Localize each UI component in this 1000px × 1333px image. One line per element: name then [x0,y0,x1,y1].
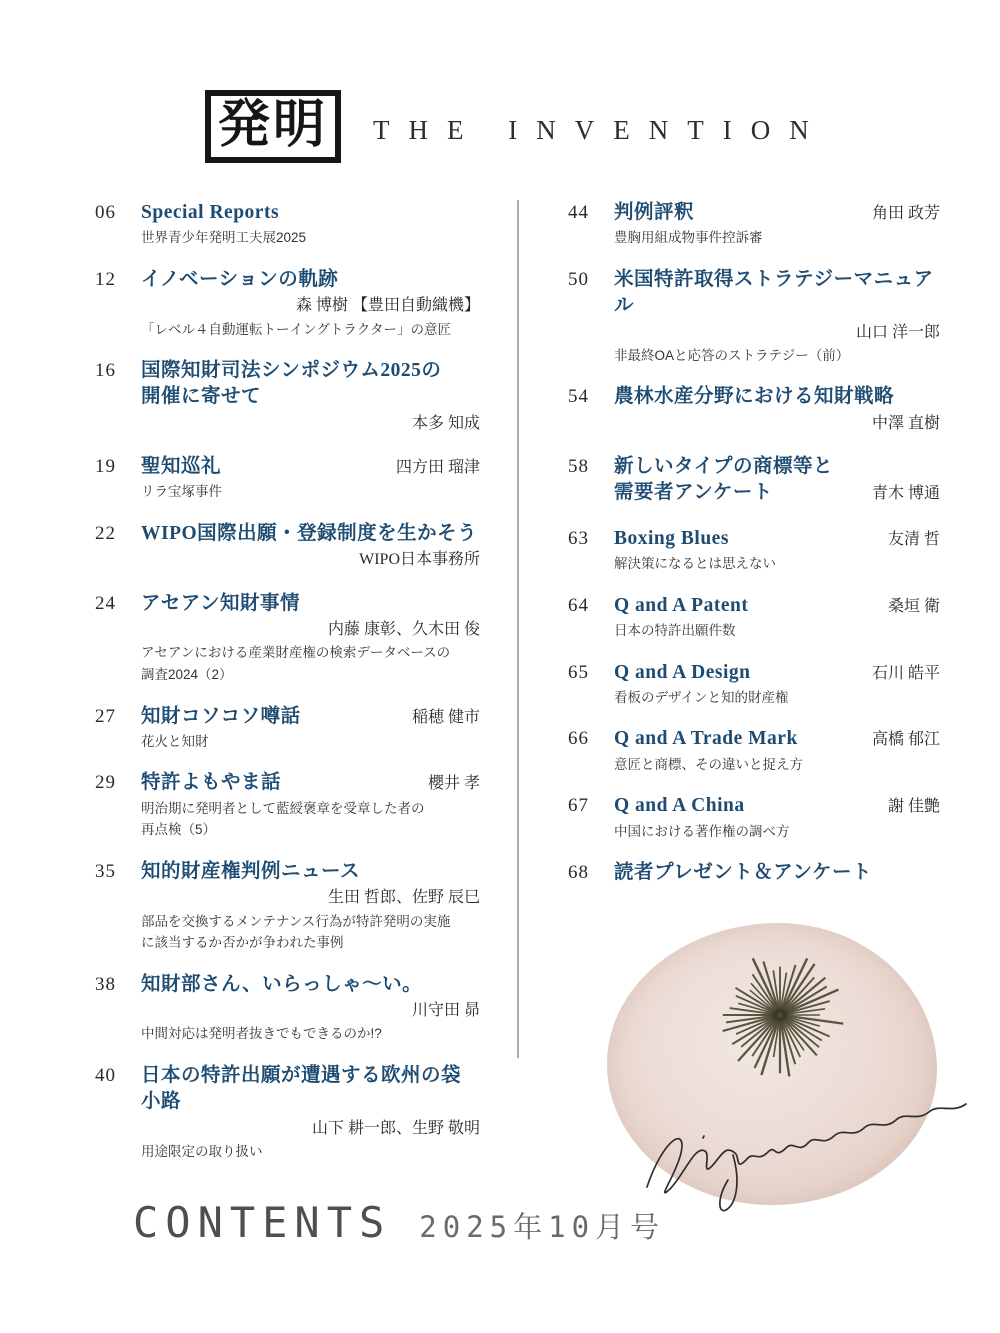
entry-description: 再点検（5） [141,822,217,838]
page-number: 50 [568,268,589,290]
title-row [614,454,940,480]
page-number: 22 [95,523,116,545]
entry-author: 稲穂 健市 [411,708,480,726]
entry-description: 意匠と商標、その違いと捉え方 [614,756,803,772]
page-number: 63 [568,527,589,549]
title-row [141,859,480,885]
toc-entry-body [141,358,480,435]
entry-author: 石川 皓平 [871,664,940,682]
entry-author: 高橋 郁江 [871,731,940,749]
toc-entry [568,200,940,248]
title-row [614,480,940,506]
entry-author: 角田 政芳 [871,205,940,222]
page-number: 35 [95,860,116,882]
toc-entry [568,526,940,574]
title-row [141,704,480,730]
title-row [141,972,480,998]
page-number: 27 [95,705,116,727]
entry-title: イノベーションの軌跡 [141,268,339,290]
entry-title: 米国特許取得ストラテジーマニュアル [614,268,934,317]
entry-title: 農林水産分野における知財戦略 [614,386,895,408]
toc-entry [568,593,940,641]
entry-description: 世界青少年発明工夫展2025 [141,230,307,246]
toc-entry-body [614,660,940,708]
entry-title: 知財コソコソ噂話 [141,705,301,727]
title-row [141,454,480,480]
entry-title: Boxing Blues [614,527,729,549]
entry-author: 山下 耕一郎、生野 敬明 [311,1119,480,1137]
title-row [141,1063,480,1116]
entry-author: 川守田 昴 [411,1002,480,1020]
entry-title: 知財部さん、いらっしゃ～い。 [141,973,423,995]
toc-right-column [568,200,940,905]
title-row [141,384,480,410]
title-row [141,358,480,384]
column-divider [517,200,519,1058]
toc-entry-body [141,591,480,685]
title-row [614,267,940,320]
page-number: 44 [568,202,589,223]
toc-entry-body [141,454,480,502]
page-number: 38 [95,973,116,995]
entry-description: 明治期に発明者として藍綬褒章を受章した者の [141,800,425,816]
toc-entry [95,1063,480,1162]
entry-author: 謝 佳艶 [887,798,940,816]
entry-description: 調査2024（2） [141,667,233,682]
entry-author: 櫻井 孝 [427,775,480,793]
title-row [614,793,940,819]
title-row [614,526,940,552]
page-number: 54 [568,386,589,408]
watercolor-artwork [595,915,975,1215]
entry-description: 日本の特許出願件数 [614,622,736,638]
toc-entry-body [614,384,940,435]
page-number: 16 [95,360,116,382]
toc-left-column [95,200,480,1181]
entry-title: 読者プレゼント＆アンケート [614,862,873,884]
entry-author: 友清 哲 [887,530,940,548]
toc-entry [95,591,480,685]
page-number: 24 [95,592,116,614]
entry-author: 森 博樹 【豊田自動織機】 [295,297,480,315]
entry-author: 内藤 康彰、久木田 俊 [327,621,480,639]
entry-description: 解決策になるとは思えない [614,556,776,572]
entry-description: に該当するか否かが争われた事例 [141,935,344,951]
entry-author: WIPO日本事務所 [359,551,480,569]
entry-title: アセアン知財事情 [141,592,301,614]
entry-title: Q and A Trade Mark [614,728,798,750]
dandelion-ink-drawing [595,915,975,1215]
entry-title: 知的財産権判例ニュース [141,860,361,882]
artist-signature [647,1104,966,1211]
title-row [614,726,940,752]
toc-entry-body [614,593,940,641]
toc-entry-body [614,200,940,248]
masthead [205,90,828,163]
title-row [141,200,480,226]
toc-entry-body [614,860,940,886]
title-row [614,660,940,686]
toc-entry [95,521,480,572]
footer [133,1198,665,1247]
toc-entry-body [141,1063,480,1162]
entry-title: 国際知財司法シンポジウム2025の [141,360,442,382]
page-number: 29 [95,772,116,794]
page-number: 40 [95,1064,116,1086]
toc-entry [95,704,480,752]
entry-title: 新しいタイプの商標等と [614,456,834,478]
toc-entry [568,793,940,841]
entry-description: 用途限定の取り扱い [141,1143,263,1159]
toc-entry [568,726,940,774]
page-number: 64 [568,594,589,616]
entry-author: 生田 哲郎、佐野 辰巳 [327,889,480,907]
toc-entry-body [141,200,480,248]
toc-entry [95,358,480,435]
entry-description: 中間対応は発明者抜きでもできるのか!? [141,1026,382,1042]
page-number: 12 [95,268,116,290]
entry-title: 特許よもやま話 [141,772,282,794]
entry-description: アセアンにおける産業財産権の検索データベースの [141,645,451,661]
entry-author: 四方田 瑠津 [395,459,480,477]
title-row [141,521,480,547]
entry-description: 花火と知財 [141,733,209,749]
title-row [141,267,480,293]
page-number: 66 [568,728,589,750]
toc-entry [95,859,480,953]
title-row [614,384,940,410]
issue-label: 2025年10月号 [419,1210,666,1244]
magazine-logo: 発明 [205,90,341,163]
toc-entry-body [614,726,940,774]
toc-entry-body [141,972,480,1044]
page-number: 67 [568,795,589,817]
entry-title: Q and A China [614,795,745,817]
entry-author: 本多 知成 [411,414,480,432]
toc-entry [95,267,480,339]
entry-title: Special Reports [141,202,280,223]
entry-author: 中澤 直樹 [871,414,940,432]
entry-title: 判例評釈 [614,202,695,223]
toc-entry-body [614,267,940,366]
toc-entry-body [141,704,480,752]
toc-entry [95,770,480,839]
magazine-title: THE INVENTION [373,115,828,146]
entry-title: 需要者アンケート [614,482,773,504]
title-row [614,593,940,619]
contents-label: CONTENTS [133,1198,392,1247]
page-number: 65 [568,661,589,683]
entry-title: WIPO国際出願・登録制度を生かそう [141,523,478,545]
entry-description: 豊胸用組成物事件控訴審 [614,230,763,246]
toc-entry [568,384,940,435]
entry-description: 中国における著作権の調べ方 [614,823,790,839]
entry-title: Q and A Design [614,661,751,683]
toc-entry-body [614,526,940,574]
toc-entry-body [141,770,480,839]
toc-entry [95,454,480,502]
toc-entry [568,660,940,708]
entry-description: リラ宝塚事件 [141,484,222,500]
toc-entry-body [141,859,480,953]
page-number: 68 [568,862,589,884]
title-row [141,770,480,796]
entry-title: 日本の特許出願が遭遇する欧州の袋小路 [141,1064,462,1113]
toc-entry [95,972,480,1044]
title-row [614,860,940,886]
toc-entry [95,200,480,248]
toc-entry-body [614,454,940,507]
page-number: 19 [95,456,116,478]
entry-title: 聖知巡礼 [141,456,222,478]
page-number: 58 [568,456,589,478]
toc-entry-body [614,793,940,841]
entry-title: Q and A Patent [614,594,749,616]
entry-description: 看板のデザインと知的財産権 [614,689,789,705]
entry-title: 開催に寄せて [141,386,262,408]
toc-entry [568,267,940,366]
entry-author: 山口 洋一郎 [855,323,940,341]
title-row [614,200,940,226]
entry-description: 部品を交換するメンテナンス行為が特許発明の実施 [141,913,451,929]
entry-description: 「レベル４自動運転トーイングトラクター」の意匠 [141,321,451,337]
entry-description: 非最終OAと応答のストラテジー（前） [614,347,850,363]
toc-entry [568,860,940,886]
title-row [141,591,480,617]
toc-entry-body [141,521,480,572]
toc-entry [568,454,940,507]
entry-author: 青木 博通 [871,485,940,503]
toc-entry-body [141,267,480,339]
entry-author: 桑垣 衛 [887,597,940,615]
page-number: 06 [95,202,116,223]
